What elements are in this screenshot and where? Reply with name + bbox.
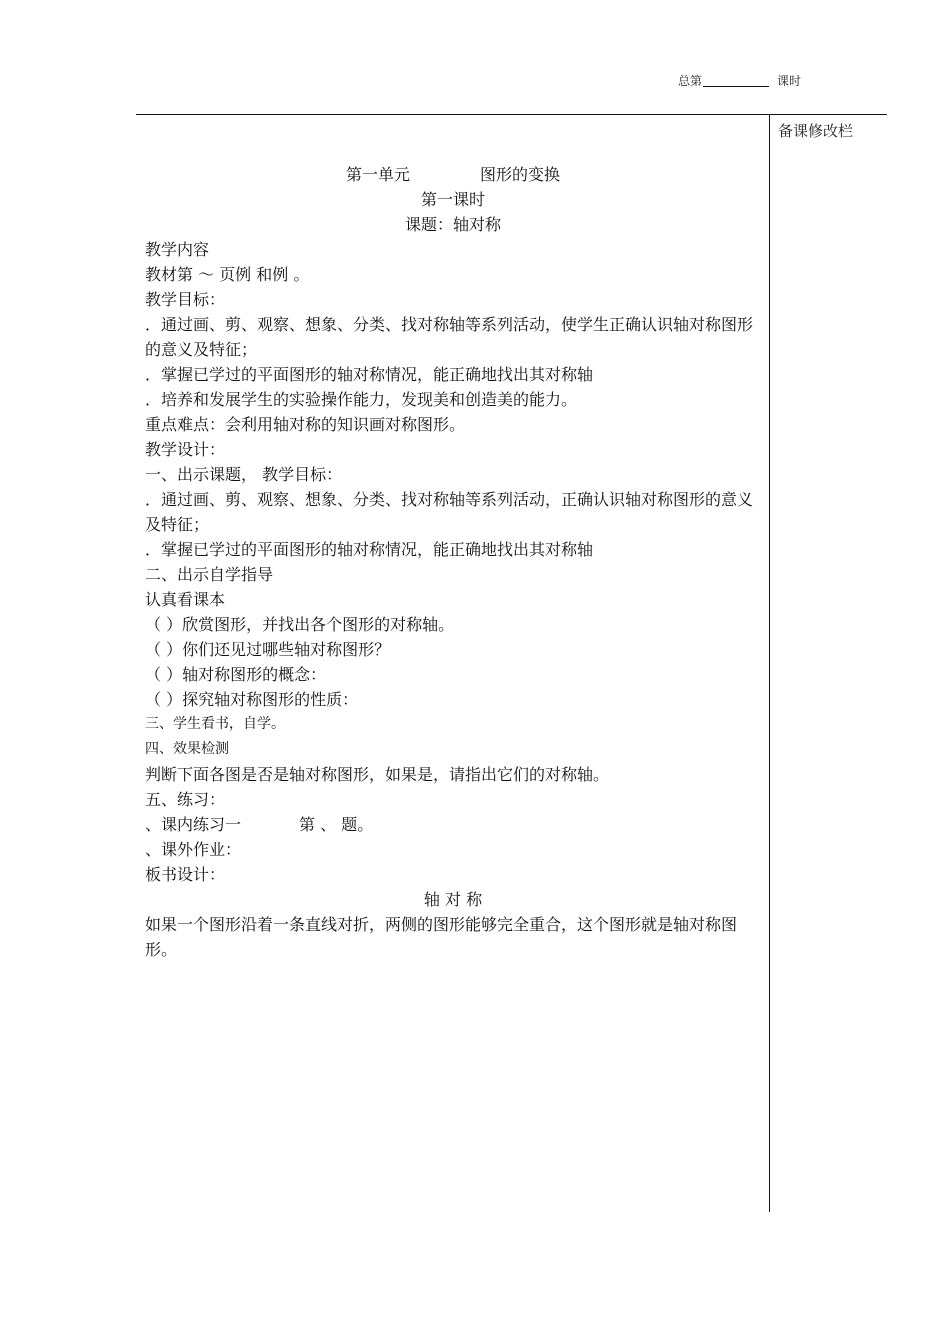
- lesson-subject: 课题：轴对称: [404, 215, 501, 234]
- step-2: 二、出示自学指导: [145, 565, 274, 584]
- step-2-item-4: （ ）探究轴对称图形的性质：: [145, 690, 359, 709]
- lesson-number-blank: [703, 74, 769, 87]
- board-text: 如果一个图形沿着一条直线对折，两侧的图形能够完全重合，这个图形就是轴对称图形。: [145, 915, 738, 959]
- lesson-plan-body: [145, 162, 761, 962]
- design-heading: 教学设计：: [145, 440, 226, 459]
- objective-2: ．掌握已学过的平面图形的轴对称情况，能正确地找出其对称轴: [145, 365, 594, 384]
- lesson-title: 第一课时: [420, 190, 485, 209]
- top-rule: [136, 114, 887, 115]
- revision-column-label: 备课修改栏: [778, 122, 854, 140]
- unit-label: 第一单元: [345, 165, 410, 184]
- step-1-item-2: ．掌握已学过的平面图形的轴对称情况，能正确地找出其对称轴: [145, 540, 594, 559]
- objectives-heading: 教学目标：: [145, 290, 226, 309]
- exercise-1-label: 、课内练习一: [145, 815, 242, 834]
- step-2-item-1: （ ）欣赏图形，并找出各个图形的对称轴。: [145, 615, 455, 634]
- step-1-item-1: ．通过画、剪、观察、想象、分类、找对称轴等系列活动，正确认识轴对称图形的意义及特征；: [145, 490, 754, 534]
- step-4: 四、效果检测: [145, 741, 229, 757]
- step-4-text: 判断下面各图是否是轴对称图形，如果是，请指出它们的对称轴。: [145, 765, 610, 784]
- exercise-1-range: 第 、 题。: [299, 815, 374, 834]
- step-2-item-3: （ ）轴对称图形的概念：: [145, 665, 327, 684]
- lesson-counter-prefix: 总第: [678, 74, 703, 88]
- board-title: 轴 对 称: [423, 890, 483, 909]
- step-2-item-2: （ ）你们还见过哪些轴对称图形？: [145, 640, 391, 659]
- objective-3: ．培养和发展学生的实验操作能力，发现美和创造美的能力。: [145, 390, 578, 409]
- key-points: 重点难点：会利用轴对称的知识画对称图形。: [145, 415, 466, 434]
- board-heading: 板书设计：: [145, 865, 226, 884]
- teaching-content-text: 教材第 ～ 页例 和例 。: [145, 265, 310, 284]
- step-3: 三、学生看书，自学。: [145, 716, 285, 732]
- exercise-1: [145, 812, 761, 837]
- unit-title: [145, 162, 761, 187]
- side-column-divider: [769, 114, 770, 1212]
- teaching-content-heading: 教学内容: [145, 240, 210, 259]
- step-5: 五、练习：: [145, 790, 226, 809]
- lesson-counter-suffix: 课时: [777, 74, 802, 88]
- step-1: 一、出示课题， 教学目标：: [145, 465, 343, 484]
- objective-1: ．通过画、剪、观察、想象、分类、找对称轴等系列活动，使学生正确认识轴对称图形的意义及特征；: [145, 315, 754, 359]
- lesson-counter: [678, 72, 801, 89]
- step-2-intro: 认真看课本: [145, 590, 226, 609]
- unit-topic: 图形的变换: [480, 165, 561, 184]
- exercise-2: 、课外作业：: [145, 840, 242, 859]
